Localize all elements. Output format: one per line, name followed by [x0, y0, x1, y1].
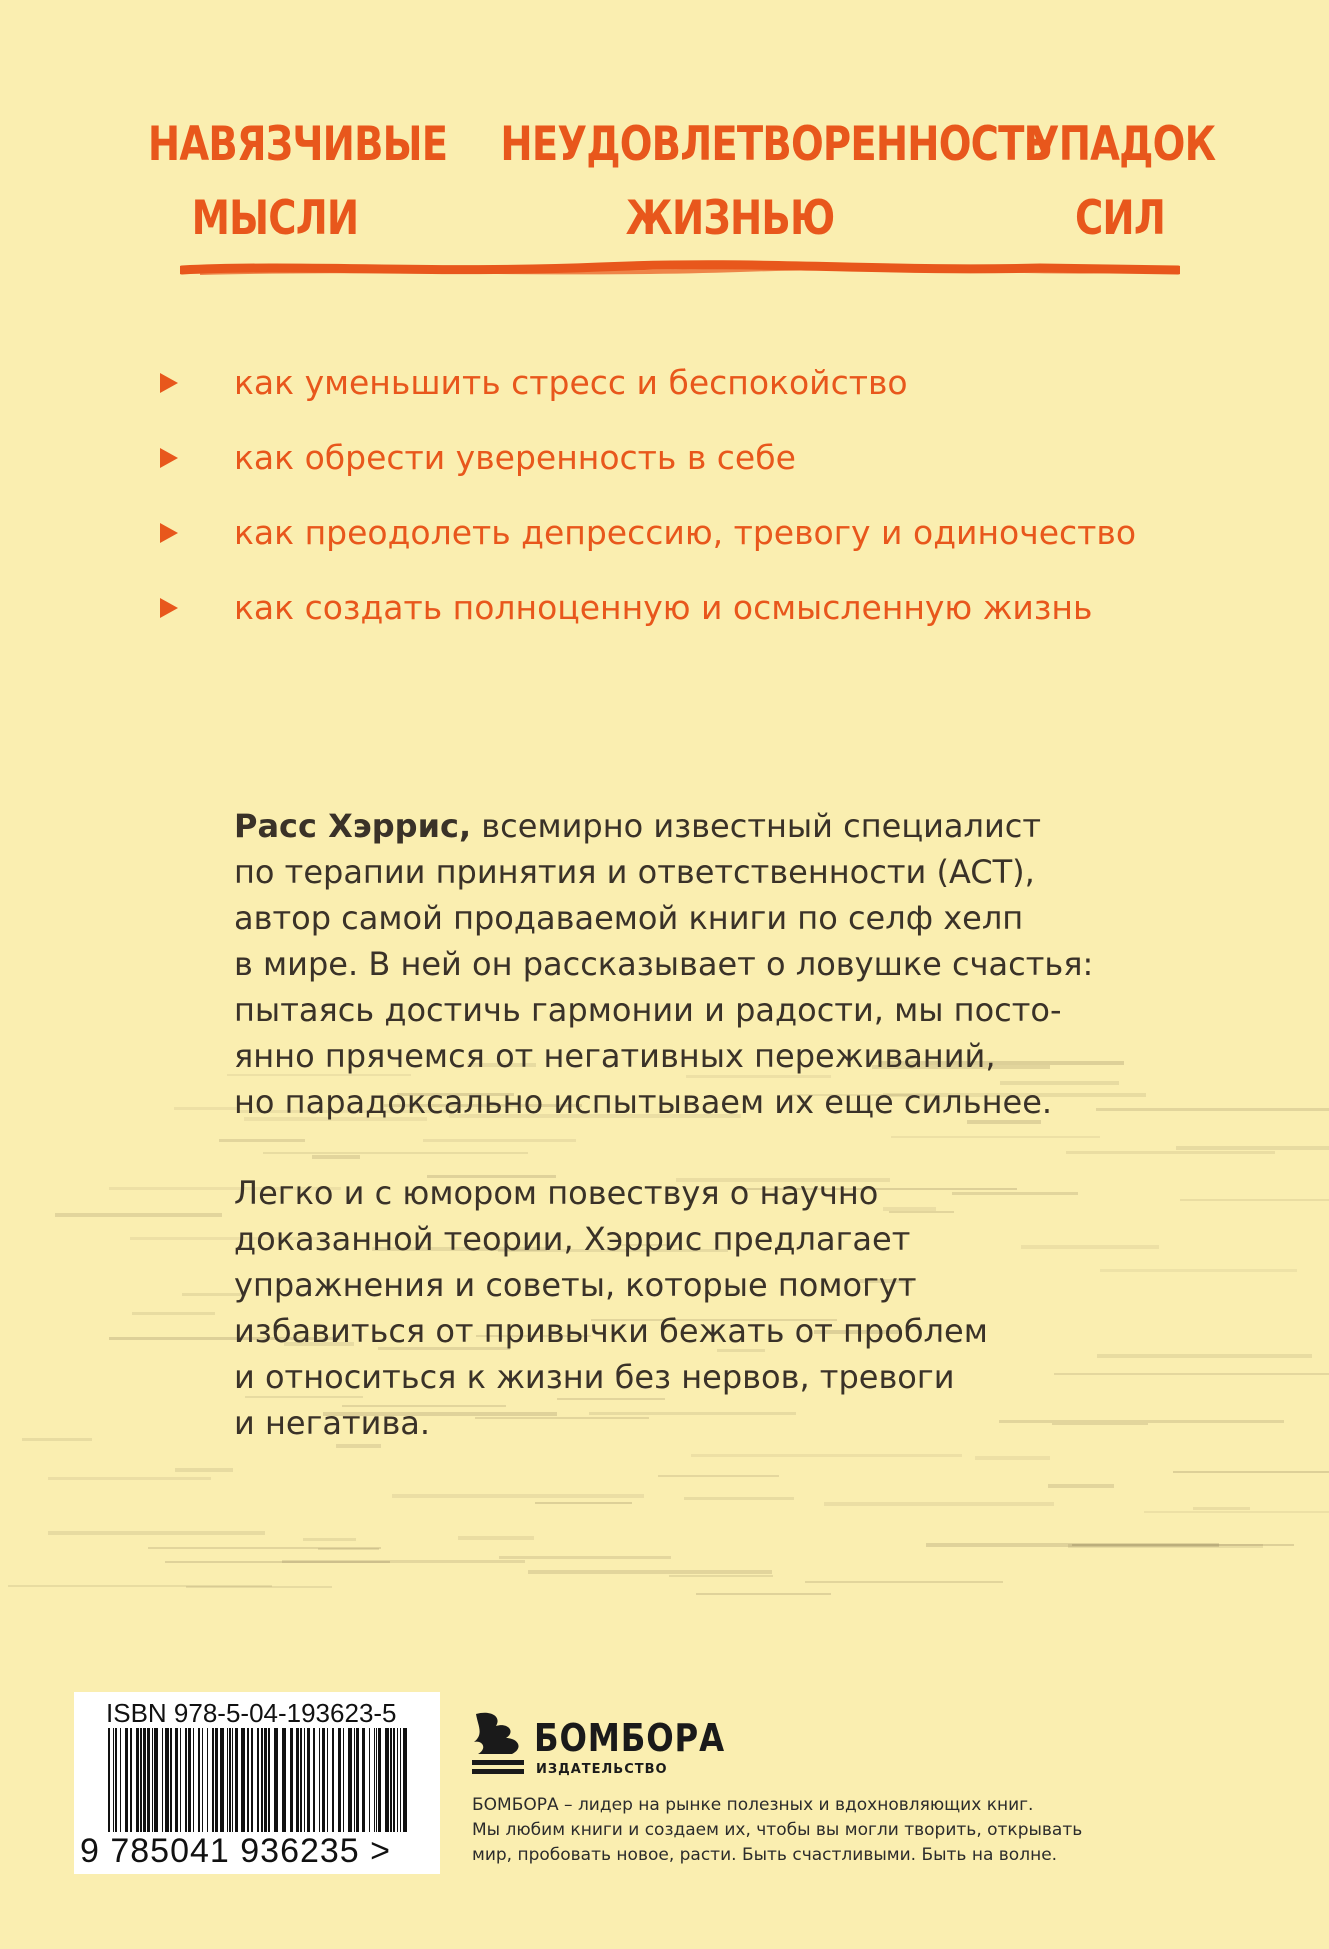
headline-fatigue: УПАДОК СИЛ [1029, 117, 1216, 246]
brush-stroke-divider [180, 258, 1180, 282]
bombora-wave-logo-icon [468, 1708, 528, 1780]
author-description-paragraph: Расс Хэррис, всемирно известный специалист по терапии принятия и ответственности (ACT), автор самой продаваемой книги по селф хелп в мире. В ней он рассказывает о ловушке счастья: пытаясь достичь гармонии и радости, мы посто- янно прячемся от негативных переживаний, но парадоксально испытываем их еще сильнее. [234, 807, 1094, 1121]
benefits-list [160, 355, 1260, 655]
triangle-bullet-icon [160, 523, 178, 543]
list-item: как уменьшить стресс и беспокойство [160, 355, 1260, 430]
publisher-slogan: БОМБОРА – лидер на рынке полезных и вдохновляющих книг. Мы любим книги и создаем их, чтобы вы могли творить, открывать мир, пробовать новое, расти. Быть счастливыми. Быть на волне. [472, 1795, 1083, 1865]
barcode-icon [108, 1728, 412, 1832]
list-item: как создать полноценную и осмысленную жизнь [160, 580, 1260, 655]
publisher-logo-subtitle: ИЗДАТЕЛЬСТВО [536, 1762, 668, 1777]
publisher-logo-name: БОМБОРА [534, 1716, 725, 1760]
book-summary-paragraph: Легко и с юмором повествуя о научно доказанной теории, Хэррис предлагает упражнения и советы, которые помогут избавиться от привычки бежать от проблем и относиться к жизни без нервов, тревоги и негатива. [234, 1174, 988, 1442]
headline-obsessive-thoughts: НАВЯЗЧИВЫЕ МЫСЛИ [147, 117, 448, 246]
author-name: Расс Хэррис, [234, 807, 472, 845]
list-item: как обрести уверенность в себе [160, 430, 1260, 505]
triangle-bullet-icon [160, 598, 178, 618]
isbn-label: ISBN 978-5-04-193623-5 [106, 1698, 397, 1728]
triangle-bullet-icon [160, 373, 178, 393]
list-item: как преодолеть депрессию, тревогу и одиночество [160, 505, 1260, 580]
triangle-bullet-icon [160, 448, 178, 468]
barcode-digits: 9 785041 936235 > [80, 1832, 392, 1870]
headline-life-dissatisfaction: НЕУДОВЛЕТВОРЕННОСТЬ ЖИЗНЬЮ [500, 117, 1053, 246]
